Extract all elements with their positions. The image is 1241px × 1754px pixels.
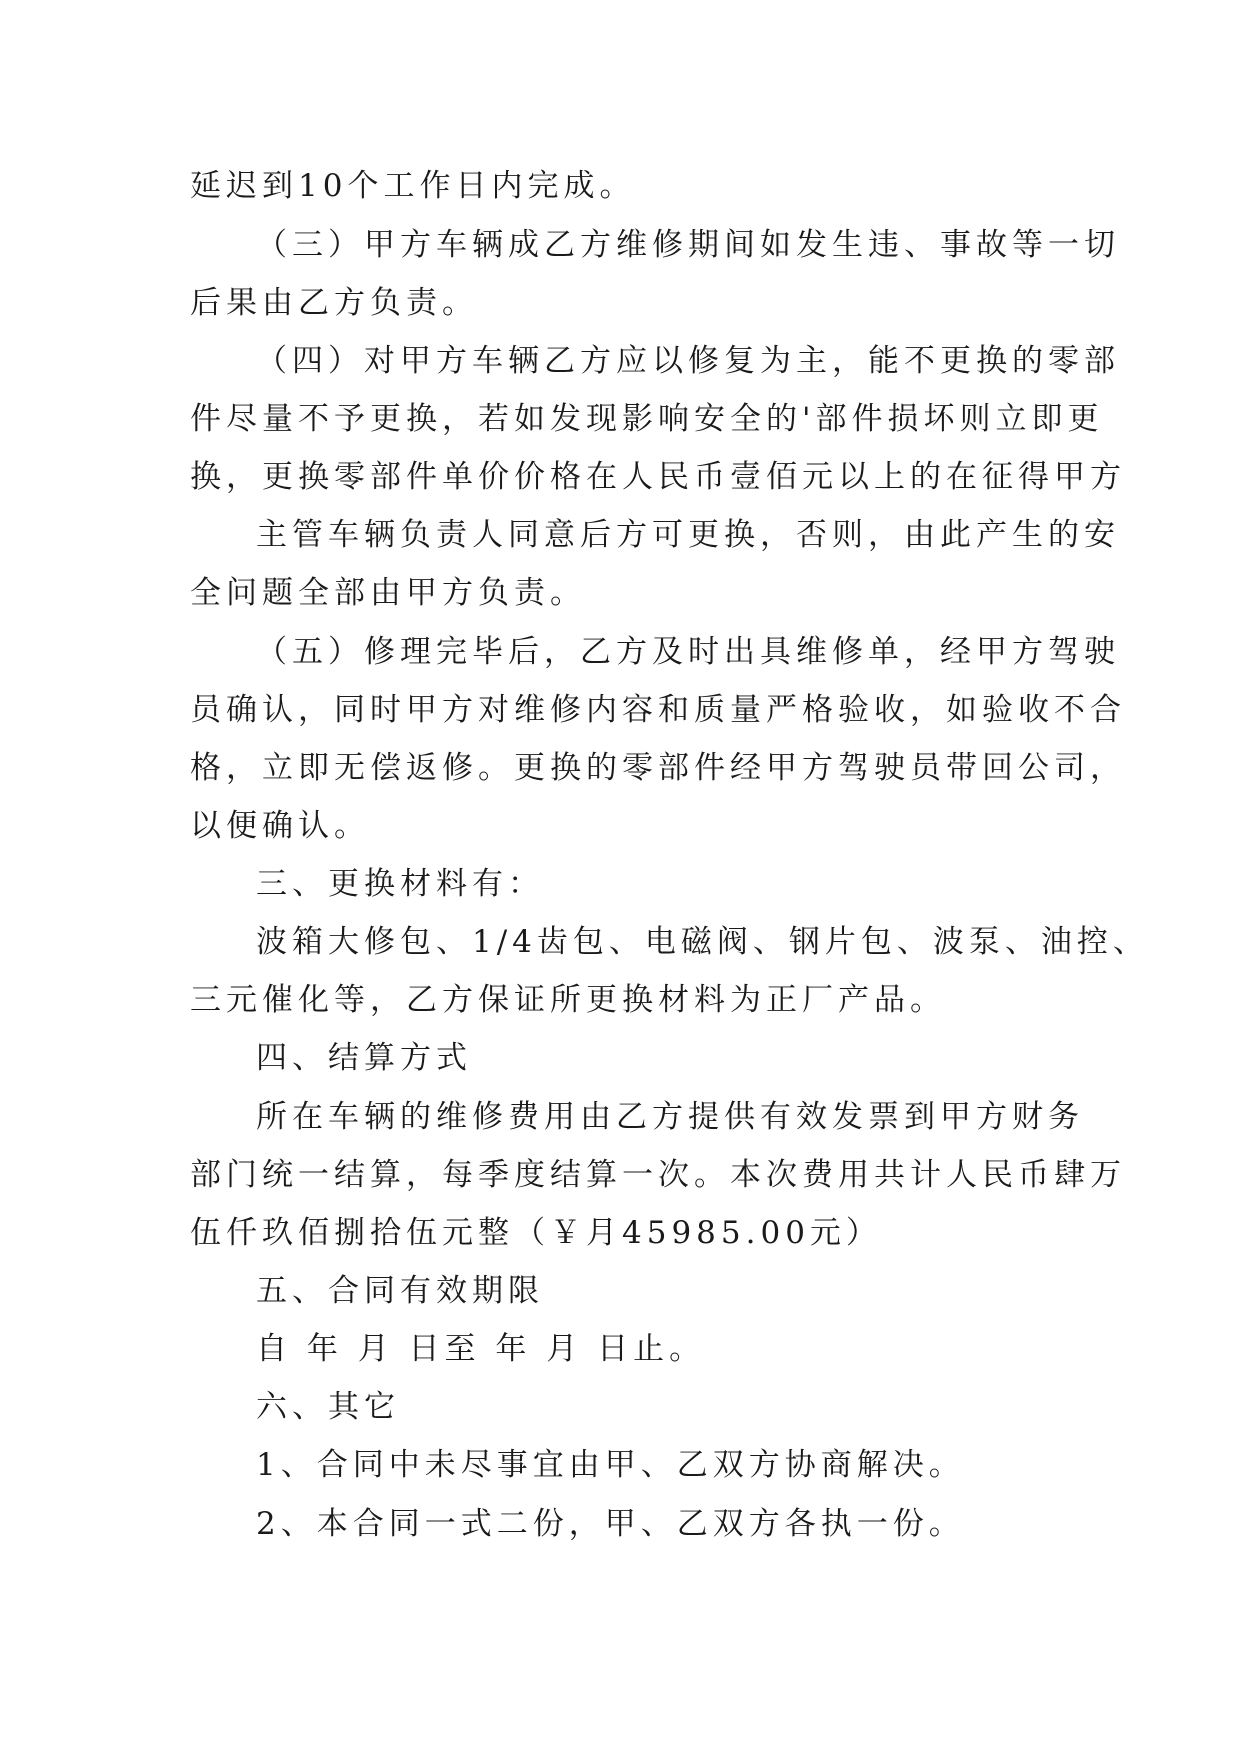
- text-line: （三）甲方车辆成乙方维修期间如发生违、事故等一切: [256, 227, 1120, 263]
- text-line: 六、其它: [256, 1389, 400, 1425]
- text-line: 所在车辆的维修费用由乙方提供有效发票到甲方财务: [256, 1099, 1084, 1135]
- text-line: 延迟到10个工作日内完成。: [190, 168, 636, 204]
- text-line: 三元催化等，乙方保证所更换材料为正厂产品。: [190, 982, 946, 1018]
- text-line: 换，更换零部件单价价格在人民币壹佰元以上的在征得甲方: [190, 459, 1126, 495]
- text-line: （五）修理完毕后，乙方及时出具维修单，经甲方驾驶: [256, 634, 1120, 670]
- text-line: 2、本合同一式二份，甲、乙双方各执一份。: [256, 1506, 965, 1542]
- text-line: 部门统一结算，每季度结算一次。本次费用共计人民币肆万: [190, 1157, 1126, 1193]
- text-line: 格，立即无偿返修。更换的零部件经甲方驾驶员带回公司，: [190, 750, 1126, 786]
- text-line: 四、结算方式: [256, 1040, 472, 1076]
- text-line: 1、合同中未尽事宜由甲、乙双方协商解决。: [256, 1447, 965, 1483]
- text-line: 自 年 月 日至 年 月 日止。: [256, 1331, 706, 1367]
- text-line: （四）对甲方车辆乙方应以修复为主，能不更换的零部: [256, 343, 1120, 379]
- text-line: 五、合同有效期限: [256, 1273, 544, 1309]
- text-line: 全问题全部由甲方负责。: [190, 575, 586, 611]
- text-line: 员确认，同时甲方对维修内容和质量严格验收，如验收不合: [190, 692, 1126, 728]
- text-line: 波箱大修包、1/4齿包、电磁阀、钢片包、波泵、油控、: [256, 924, 1149, 960]
- text-line: 件尽量不予更换，若如发现影响安全的'部件损坏则立即更: [190, 401, 1104, 437]
- text-line: 三、更换材料有：: [256, 866, 544, 902]
- text-line: 伍仟玖佰捌拾伍元整（￥月45985.00元）: [190, 1215, 882, 1251]
- text-line: 主管车辆负责人同意后方可更换，否则，由此产生的安: [256, 517, 1120, 553]
- text-line: 以便确认。: [190, 808, 370, 844]
- text-line: 后果由乙方负责。: [190, 285, 478, 321]
